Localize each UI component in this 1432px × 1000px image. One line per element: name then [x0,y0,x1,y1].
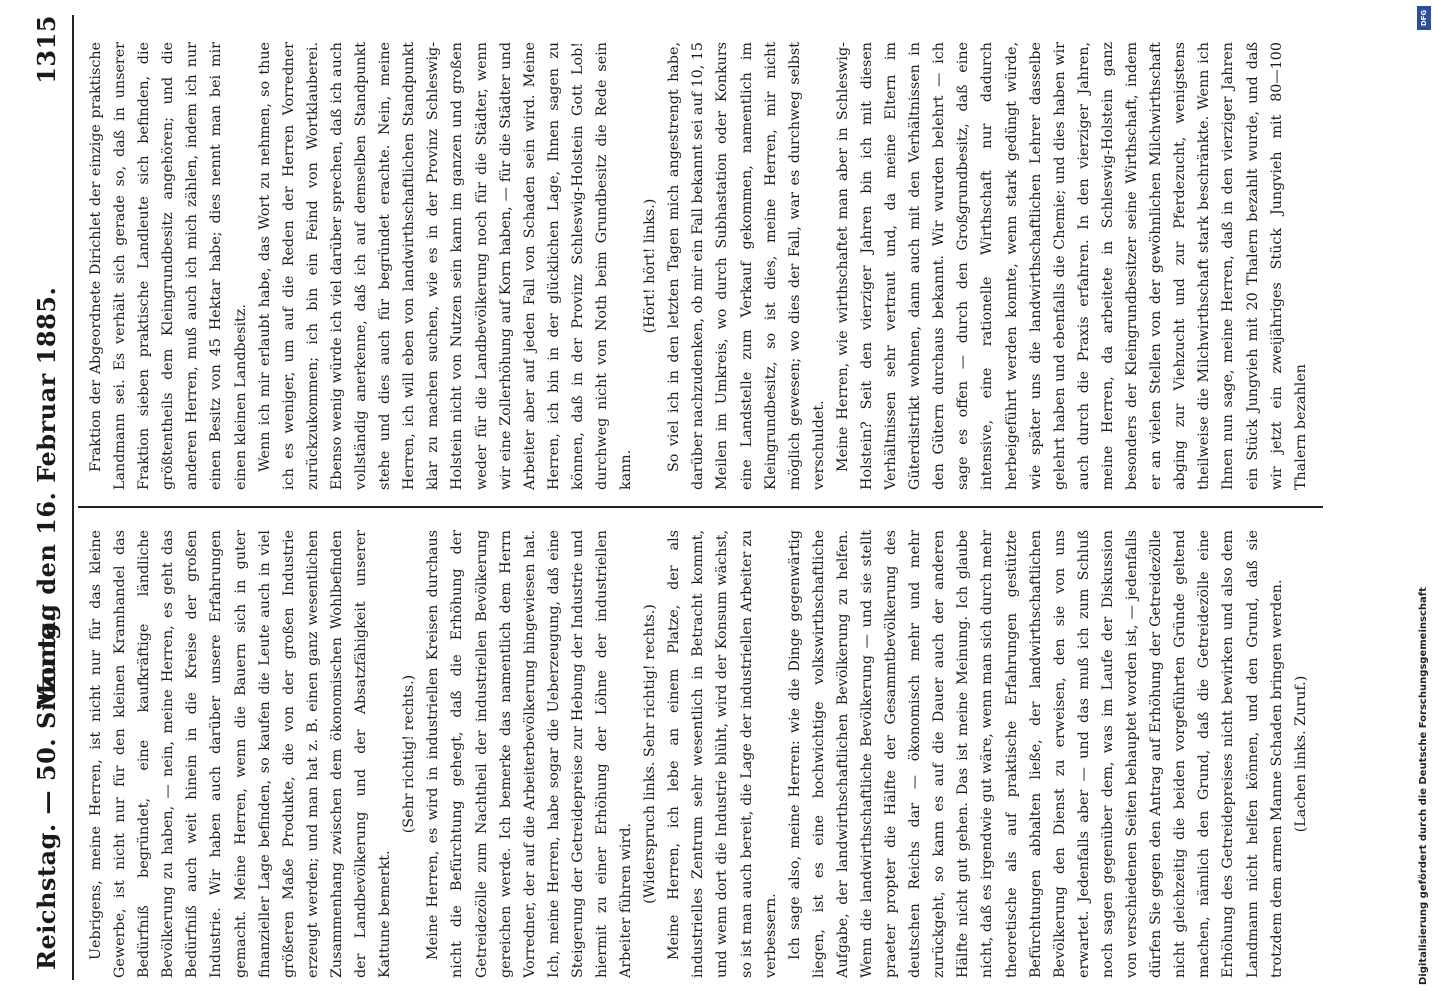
paragraph: Uebrigens, meine Herren, ist nicht nur für das kleine Gewerbe, ist nicht nur für den kleinen Kramhandel das Bedürfniß begründet, eine kaufkräftige ländliche Bevölkerung zu haben, — nein, meine Herren, es geht das Bedürfniß auch weit hinein in die Kreise der großen Industrie. Wir haben auch darüber unsere Erfahrungen gemacht. Meine Herren, wenn die Bauern sich in guter finanzieller Lage befinden, so kaufen die Leute auch in viel größeren Maße Produkte, die von der großen Industrie erzeugt werden; und man hat z. B. einen ganz wesentlichen Zusammenhang zwischen dem ökonomischen Wohlbefinden der Landbevölkerung und der Absatzfähigkeit unserer Kattune bemerkt. [88,530,394,978]
header-rule [72,15,74,980]
paragraph: Meine Herren, es wird in industriellen Kreisen durchaus nicht die Befürchtung gehegt, daß die Erhöhung der Getreidezölle zum Nachtheil der industriellen Bevölkerung gereichen werde. Ich bemerke das namentlich dem Herrn Vorredner, der auf die Arbeiterbevölkerung hingewiesen hat. Ich, meine Herren, habe sogar die Ueberzeugung, daß eine Steigerung der Getreidepreise zur Hebung der Industrie und hiermit zu einer Erhöhung der Löhne der industriellen Arbeiter führen wird. [425,530,635,978]
paragraph: Ich sage also, meine Herren: wie die Dinge gegenwärtig liegen, ist es eine hochwichtige volkswirthschaftliche Aufgabe, der landwirthschaftlichen Bevölkerung zu helfen. Wenn die landwirthschaftliche Bevölkerung — und sie stellt praeter propter die Hälfte der Gesammtbevölkerung des deutschen Reichs dar — ökonomisch mehr und mehr zurückgeht, so kann es auf die Dauer auch der anderen Hälfte nicht gut gehen. Das ist meine Meinung. Ich glaube nicht, daß es irgendwie gut wäre, wenn man sich durch mehr theoretische als auf praktische Erfahrungen gestützte Befürchtungen abhalten ließe, der landwirthschaftlichen Bevölkerung den Dienst zu erweisen, den sie von uns erwartet. Jedenfalls aber — und das muß ich zum Schluß noch sagen gegenüber dem, was im Laufe der Diskussion von verschiedenen Seiten behauptet worden ist, — jedenfalls dürfen Sie gegen den Antrag auf Erhöhung der Getreidezölle nicht gleichzeitig die beiden vorgeführten Gründe geltend machen, nämlich den Grund, daß die Getreidezölle eine Erhöhung des Getreidepreises nicht bewirken und also dem Landmann nicht helfen können, und den Grund, daß sie trotzdem dem armen Manne Schaden bringen werden. [786,530,1285,978]
column-divider [78,506,1323,508]
stage-direction: (Widerspruch links. Sehr richtig! rechts.) [642,604,659,904]
stage-direction [1313,42,1314,490]
digitization-credit: Digitalisierung gefördert durch die Deutsche Forschungsgemeinschaft [1418,587,1429,985]
dfg-logo [1417,6,1431,30]
paragraph: Meine Herren, ich lebe an einem Platze, der als industrielles Zentrum sehr wesentlich in Betracht kommt, und wenn dort die Industrie blüht, wird der Konsum wächst, so ist man auch bereit, die Lage der industriellen Arbeiter zu verbessern. [666,530,779,978]
page-number: 1315 [32,15,61,84]
text-column-right [84,42,1314,490]
text-column-left [84,530,1314,978]
header-date: Montag den 16. Februar 1885. [32,286,61,710]
stage-direction: (Sehr richtig! rechts.) [401,674,418,834]
paragraph [1313,530,1314,978]
paragraph: Fraktion der Abgeordnete Dirichlet der einzige praktische Landmann sei. Es verhält sich gerade so, daß in unserer Fraktion sieben praktische Landleute sich befinden, die größtentheils dem Kleingrundbesitz angehören; und die anderen Herren, muß auch ich mich zählen, indem ich nur einen Besitz von 45 Hektar habe; dies nennt man bei mir einen kleinen Landbesitz. [88,42,249,490]
paragraph: So viel ich in den letzten Tagen mich angestrengt habe, darüber nachzudenken, ob mir ein Fall bekannt sei auf 10, 15 Meilen im Umkreis, wo durch Subhastation oder Konkurs eine Landstelle zum Verkauf gekommen, namentlich im Kleingrundbesitz, so ist dies, meine Herren, mir nicht möglich gewesen; wo dies der Fall, war es durchweg selbst verschuldet. [666,42,827,490]
paragraph: Meine Herren, wie wirthschaftet man aber in Schleswig-Holstein? Seit den vierziger Jahren bin ich mit diesen Verhältnissen sehr vertraut und, da meine Eltern im Güterdistrikt wohnen, dann auch mit den Verhältnissen in den Gütern durchaus bekannt. Wir wurden belehrt — ich sage es offen — durch den Großgrundbesitz, daß eine intensive, eine rationelle Wirthschaft nur dadurch herbeigeführt werden konnte, wenn stark gedüngt würde, wie später uns die landwirthschaftlichen Lehrer dasselbe gelehrt haben und ebenfalls die Chemie; und dies haben wir auch durch die Praxis erfahren. In den vierziger Jahren, meine Herren, da arbeitete in Schleswig-Holstein ganz besonders der Kleingrundbesitzer seine Wirthschaft, indem er an vielen Stellen von der gewöhnlichen Milchwirthschaft abging zur Viehzucht und zur Pferdezucht, wenigstens theilweise die Milchwirthschaft stark beschränkte. Wenn ich Ihnen nun sage, meine Herren, daß in den vierziger Jahren ein Stück Jungvieh mit 20 Thalern bezahlt wurde, und daß wir jetzt ein zweijähriges Stück Jungvieh mit 80—100 Thalern bezahlen [834,42,1309,490]
dfg-logo-text: DFG [1420,9,1428,27]
stage-direction: (Lachen links. Zuruf.) [1292,675,1309,833]
page-header [32,15,72,970]
stage-direction: (Hört! hört! links.) [642,198,659,334]
paragraph: Wenn ich mir erlaubt habe, das Wort zu nehmen, so thue ich es weniger, um auf die Reden der Herren Vorredner zurückzukommen; ich bin ein Feind von Wortklauberei. Ebenso wenig würde ich viel darüber sprechen, daß ich auch vollständig anerkenne, daß ich auf demselben Standpunkt stehe und dies auch für begründet erachte. Nein, meine Herren, ich will eben von landwirthschaftlichen Standpunkt klar zu machen suchen, wie es in der Provinz Schleswig-Holstein nicht von Nutzen sein kann im ganzen und großen weder für die Landbevölkerung noch für die Städter, wenn wir eine Zollerhöhung auf Korn haben, — für die Städter und Arbeiter aber auf jeden Fall von Schaden sein wird. Meine Herren, ich bin in der glücklichen Lage, Ihnen sagen zu können, daß in der Provinz Schleswig-Holstein Gott Lob! durchweg nicht von Noth beim Grundbesitz die Rede sein kann. [256,42,635,490]
header-session: Reichstag. — 50. Sitzung. [32,613,61,970]
